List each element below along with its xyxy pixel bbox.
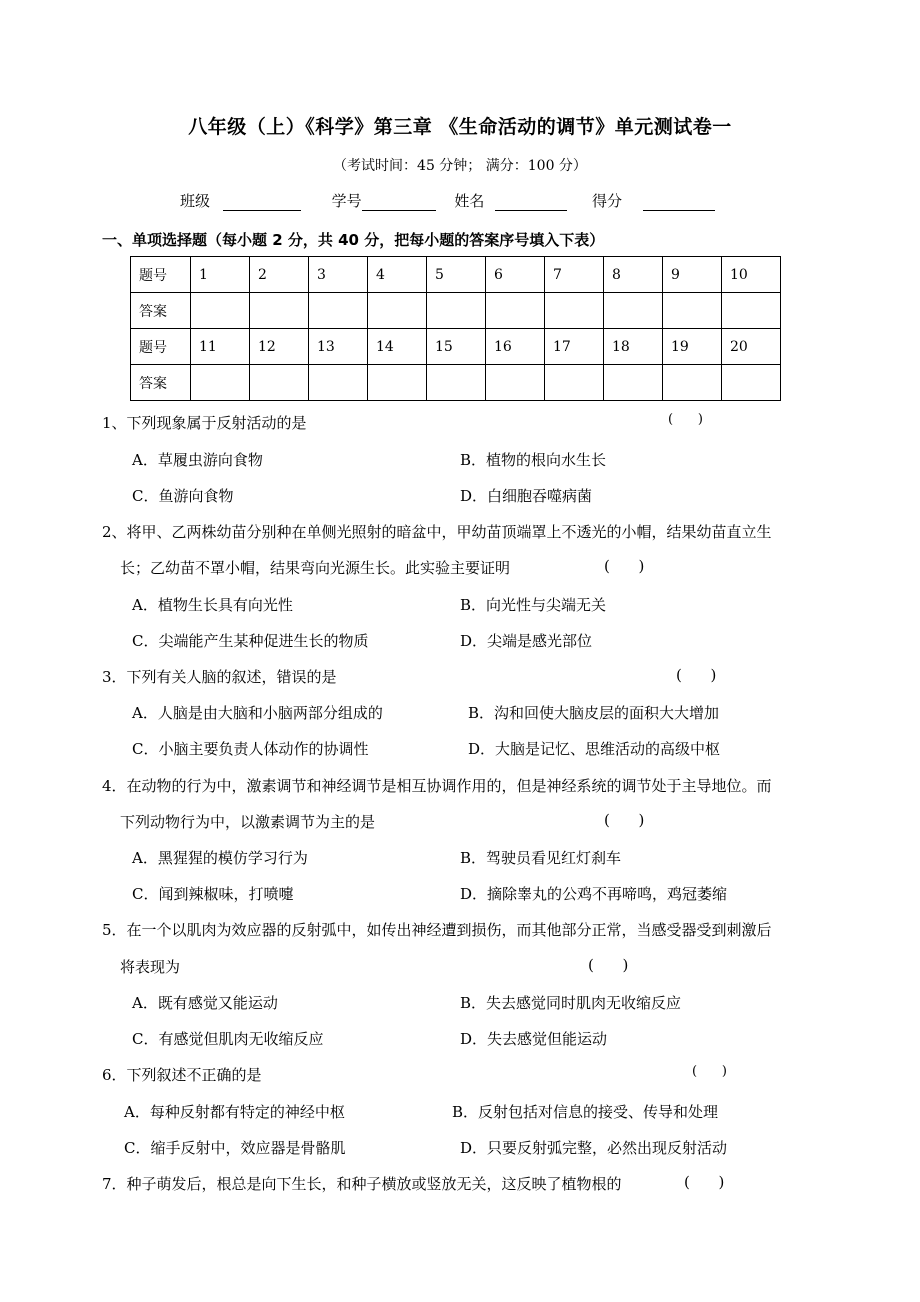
question-number: 1 <box>191 257 250 293</box>
answer-row <box>131 293 781 329</box>
question-number: 15 <box>427 329 486 365</box>
answer-cell[interactable] <box>663 293 722 329</box>
option-d: D．只要反射弧完整，必然出现反射活动 <box>460 1139 728 1157</box>
option-b: B．驾驶员看见红灯刹车 <box>460 849 622 867</box>
answer-table <box>130 256 781 401</box>
question-number: 12 <box>250 329 309 365</box>
score-label: 得分 <box>591 192 622 210</box>
option-c: C．缩手反射中，效应器是骨骼肌 <box>124 1139 346 1157</box>
question-number: 2 <box>250 257 309 293</box>
question-number: 4 <box>368 257 427 293</box>
row-label: 题号 <box>131 329 191 365</box>
question-number: 9 <box>663 257 722 293</box>
answer-row <box>131 365 781 401</box>
question-stem: 3．下列有关人脑的叙述，错误的是 <box>102 668 337 686</box>
answer-cell[interactable] <box>368 293 427 329</box>
question-number-row <box>131 329 781 365</box>
number-label: 学号 <box>331 192 362 210</box>
question-stem: 2、将甲、乙两株幼苗分别种在单侧光照射的暗盆中，甲幼苗顶端罩上不透光的小帽，结果幼苗直立生 <box>102 523 772 541</box>
option-c: C．小脑主要负责人体动作的协调性 <box>132 740 369 758</box>
class-blank[interactable] <box>223 194 301 211</box>
question-number-row <box>131 257 781 293</box>
option-c: C．闻到辣椒味，打喷嚏 <box>132 885 294 903</box>
option-b: B．向光性与尖端无关 <box>460 596 607 614</box>
question-number: 8 <box>604 257 663 293</box>
answer-cell[interactable] <box>191 365 250 401</box>
answer-cell[interactable] <box>486 365 545 401</box>
answer-cell[interactable] <box>722 365 781 401</box>
question-stem: 5．在一个以肌肉为效应器的反射弧中，如传出神经遭到损伤，而其他部分正常，当感受器受到刺激后 <box>102 921 772 939</box>
name-label: 姓名 <box>454 192 485 210</box>
question-number: 19 <box>663 329 722 365</box>
answer-cell[interactable] <box>663 365 722 401</box>
answer-cell[interactable] <box>250 293 309 329</box>
option-a: A．植物生长具有向光性 <box>132 596 293 614</box>
answer-paren[interactable]: ( ) <box>604 811 645 829</box>
answer-cell[interactable] <box>250 365 309 401</box>
answer-cell[interactable] <box>368 365 427 401</box>
question-number: 18 <box>604 329 663 365</box>
question-number: 3 <box>309 257 368 293</box>
answer-cell[interactable] <box>427 293 486 329</box>
option-c: C．鱼游向食物 <box>132 487 234 505</box>
option-c: C．尖端能产生某种促进生长的物质 <box>132 632 369 650</box>
option-d: D．尖端是感光部位 <box>460 632 593 650</box>
option-d: D．摘除睾丸的公鸡不再啼鸣，鸡冠萎缩 <box>460 885 728 903</box>
page-title: 八年级（上）《科学》第三章 《生命活动的调节》单元测试卷一 <box>188 116 732 138</box>
exam-info: （考试时间：45 分钟； 满分：100 分） <box>333 158 587 174</box>
answer-paren[interactable]: ( ) <box>676 666 717 684</box>
question-stem: 4．在动物的行为中，激素调节和神经调节是相互协调作用的，但是神经系统的调节处于主导地位。而 <box>102 777 772 795</box>
row-label: 题号 <box>131 257 191 293</box>
question-number: 6 <box>486 257 545 293</box>
question-stem: 7．种子萌发后，根总是向下生长，和种子横放或竖放无关，这反映了植物根的 <box>102 1175 622 1193</box>
answer-paren[interactable]: ( ) <box>692 1064 727 1079</box>
answer-cell[interactable] <box>309 365 368 401</box>
answer-cell[interactable] <box>545 365 604 401</box>
question-number: 5 <box>427 257 486 293</box>
answer-cell[interactable] <box>427 365 486 401</box>
answer-cell[interactable] <box>722 293 781 329</box>
question-stem-cont: 下列动物行为中，以激素调节为主的是 <box>120 813 376 831</box>
answer-cell[interactable] <box>545 293 604 329</box>
question-number: 16 <box>486 329 545 365</box>
answer-cell[interactable] <box>604 365 663 401</box>
option-b: B．反射包括对信息的接受、传导和处理 <box>452 1103 719 1121</box>
class-label: 班级 <box>180 192 211 210</box>
section-heading: 一、单项选择题（每小题 2 分，共 40 分，把每小题的答案序号填入下表） <box>102 231 605 249</box>
question-number: 14 <box>368 329 427 365</box>
question-stem: 1、下列现象属于反射活动的是 <box>102 414 307 432</box>
question-stem: 6．下列叙述不正确的是 <box>102 1066 262 1084</box>
score-blank[interactable] <box>643 194 715 211</box>
answer-paren[interactable]: ( ) <box>684 1173 725 1191</box>
option-c: C．有感觉但肌肉无收缩反应 <box>132 1030 324 1048</box>
number-blank[interactable] <box>362 194 436 211</box>
option-d: D．白细胞吞噬病菌 <box>460 487 593 505</box>
answer-cell[interactable] <box>191 293 250 329</box>
question-number: 7 <box>545 257 604 293</box>
row-label: 答案 <box>131 293 191 329</box>
option-a: A．每种反射都有特定的神经中枢 <box>124 1103 345 1121</box>
option-a: A．黑猩猩的模仿学习行为 <box>132 849 308 867</box>
option-b: B．失去感觉同时肌肉无收缩反应 <box>460 994 682 1012</box>
question-stem-cont: 将表现为 <box>120 958 181 976</box>
option-a: A．既有感觉又能运动 <box>132 994 278 1012</box>
answer-cell[interactable] <box>309 293 368 329</box>
option-d: D．大脑是记忆、思维活动的高级中枢 <box>468 740 721 758</box>
question-stem-cont: 长；乙幼苗不罩小帽，结果弯向光源生长。此实验主要证明 <box>120 559 511 577</box>
question-number: 11 <box>191 329 250 365</box>
row-label: 答案 <box>131 365 191 401</box>
question-number: 20 <box>722 329 781 365</box>
answer-paren[interactable]: ( ) <box>604 557 645 575</box>
name-blank[interactable] <box>495 194 567 211</box>
question-number: 13 <box>309 329 368 365</box>
answer-paren[interactable]: ( ) <box>668 412 703 427</box>
answer-cell[interactable] <box>486 293 545 329</box>
option-b: B．沟和回使大脑皮层的面积大大增加 <box>468 704 720 722</box>
answer-cell[interactable] <box>604 293 663 329</box>
option-a: A．人脑是由大脑和小脑两部分组成的 <box>132 704 383 722</box>
option-a: A．草履虫游向食物 <box>132 451 263 469</box>
question-number: 10 <box>722 257 781 293</box>
option-d: D．失去感觉但能运动 <box>460 1030 608 1048</box>
option-b: B．植物的根向水生长 <box>460 451 607 469</box>
answer-paren[interactable]: ( ) <box>588 956 629 974</box>
question-number: 17 <box>545 329 604 365</box>
student-info-row <box>180 190 715 211</box>
